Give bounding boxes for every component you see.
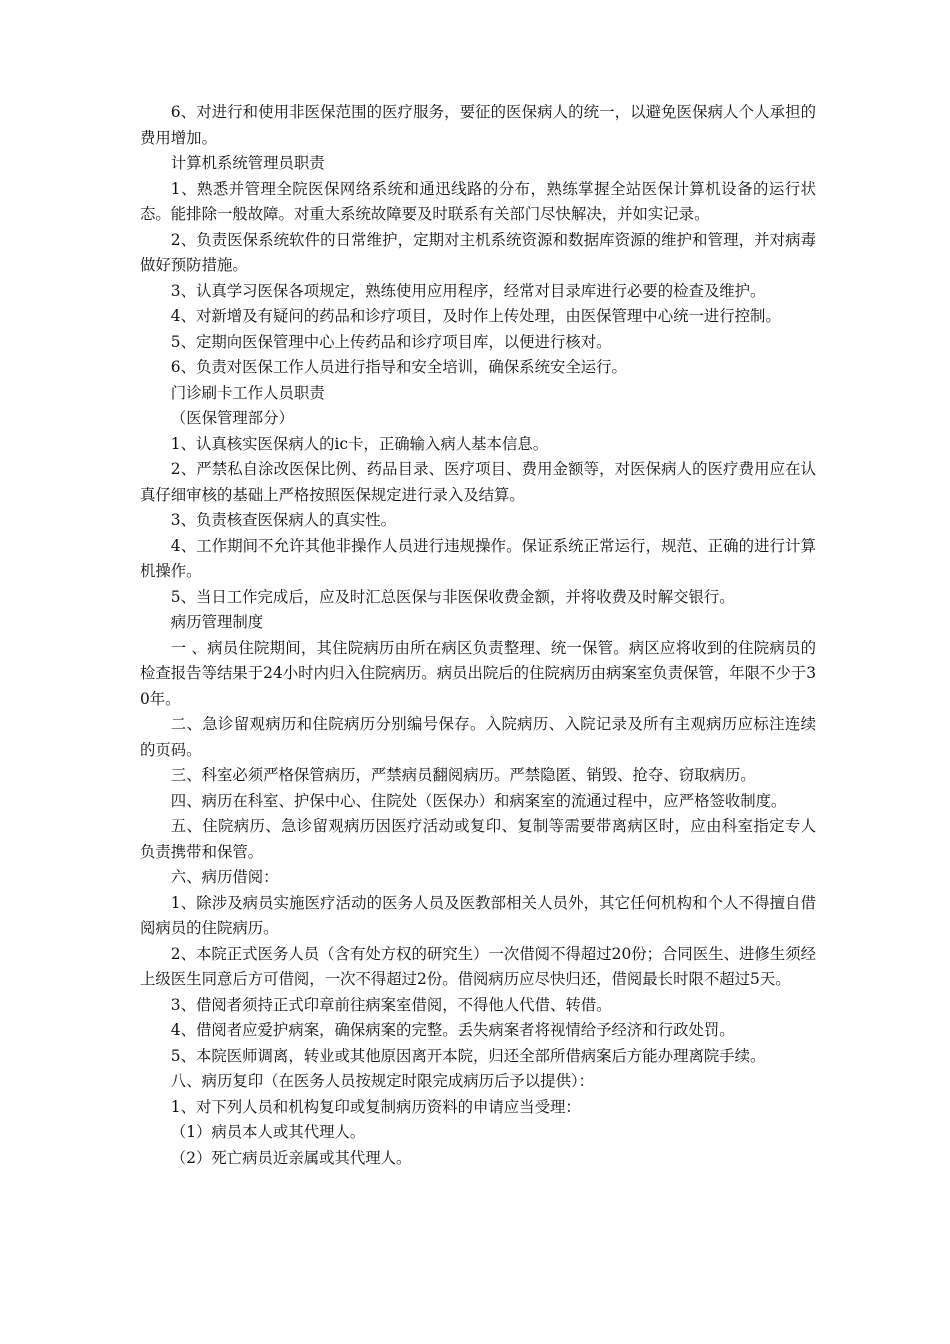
paragraph-8: 1、认真核实医保病人的ic卡，正确输入病人基本信息。: [170, 434, 549, 453]
paragraph-3: 2、负责医保系统软件的日常维护，定期对主机系统资源和数据库资源的维护和管理，并对病毒做好预防措施。: [140, 230, 816, 274]
paragraph-17: 五、住院病历、急诊留观病历因医疗活动或复印、复制等需要带离病区时，应由科室指定专人负责携带和保管。: [140, 817, 816, 861]
paragraph-26: （1）病员本人或其代理人。: [170, 1123, 366, 1141]
paragraph-11: 4、工作期间不允许其他非操作人员进行违规操作。保证系统正常运行，规范、正确的进行计算机操作。: [140, 536, 816, 580]
paragraph-14: 二、急诊留观病历和住院病历分别编号保存。入院病历、入院记录及所有主观病历应标注连续的页码。: [140, 715, 816, 759]
paragraph-25: 1、对下列人员和机构复印或复制病历资料的申请应当受理：: [170, 1097, 581, 1116]
paragraph-2: 1、熟悉并管理全院医保网络系统和通迅线路的分布，熟练掌握全站医保计算机设备的运行状态。能排除一般故障。对重大系统故障要及时联系有关部门尽快解决，并如实记录。: [140, 179, 816, 223]
paragraph-6: 5、定期向医保管理中心上传药品和诊疗项目库，以便进行核对。: [170, 332, 612, 351]
section-heading-sysadmin: 计算机系统管理员职责: [170, 154, 325, 172]
paragraph-12: 5、当日工作完成后，应及时汇总医保与非医保收费金额，并将收费及时解交银行。: [170, 587, 735, 606]
paragraph-4: 3、认真学习医保各项规定，熟练使用应用程序，经常对目录库进行必要的检查及维护。: [170, 281, 766, 300]
section-heading-card-staff: 门诊刷卡工作人员职责: [170, 383, 325, 402]
paragraph-7: 6、负责对医保工作人员进行指导和安全培训，确保系统安全运行。: [170, 358, 627, 376]
document-page: [140, 100, 816, 1171]
paragraph-18: 六、病历借阅：: [170, 868, 279, 886]
paragraph-13: 一 、病员住院期间，其住院病历由所在病区负责整理、统一保管。病区应将收到的住院病员的检查报告等结果于24小时内归入住院病历。病员出院后的住院病历由病案室负责保管，年限不少于30年。: [140, 638, 816, 708]
paragraph-15: 三、科室必须严格保管病历，严禁病员翻阅病历。严禁隐匿、销毁、抢夺、窃取病历。: [170, 766, 756, 784]
paragraph-23: 5、本院医师调离，转业或其他原因离开本院，归还全部所借病案后方能办理离院手续。: [170, 1046, 766, 1065]
paragraph-1: 6、对进行和使用非医保范围的医疗服务，要征的医保病人的统一，以避免医保病人个人承担的费用增加。: [140, 103, 816, 147]
paragraph-9: 2、严禁私自涂改医保比例、药品目录、医疗项目、费用金额等，对医保病人的医疗费用应在认真仔细审核的基础上严格按照医保规定进行录入及结算。: [140, 460, 816, 504]
paragraph-27: （2）死亡病员近亲属或其代理人。: [170, 1148, 412, 1167]
section-heading-records: 病历管理制度: [170, 613, 264, 631]
paragraph-16: 四、病历在科室、护保中心、住院处（医保办）和病案室的流通过程中，应严格签收制度。: [170, 791, 787, 810]
paragraph-5: 4、对新增及有疑问的药品和诊疗项目，及时作上传处理，由医保管理中心统一进行控制。: [170, 307, 781, 325]
paragraph-10: 3、负责核查医保病人的真实性。: [170, 511, 397, 529]
paragraph-19: 1、除涉及病员实施医疗活动的医务人员及医教部相关人员外，其它任何机构和个人不得擅自借阅病员的住院病历。: [140, 893, 816, 937]
paragraph-20: 2、本院正式医务人员（含有处方权的研究生）一次借阅不得超过20份；合同医生、进修生须经上级医生同意后方可借阅，一次不得超过2份。借阅病历应尽快归还，借阅最长时限不超过5天。: [140, 944, 816, 988]
paragraph-22: 4、借阅者应爱护病案，确保病案的完整。丢失病案者将视情给予经济和行政处罚。: [170, 1021, 735, 1039]
section-subheading: （医保管理部分）: [170, 409, 294, 427]
paragraph-24: 八、病历复印（在医务人员按规定时限完成病历后予以提供）：: [170, 1072, 595, 1090]
paragraph-21: 3、借阅者须持正式印章前往病案室借阅，不得他人代借、转借。: [170, 995, 612, 1014]
